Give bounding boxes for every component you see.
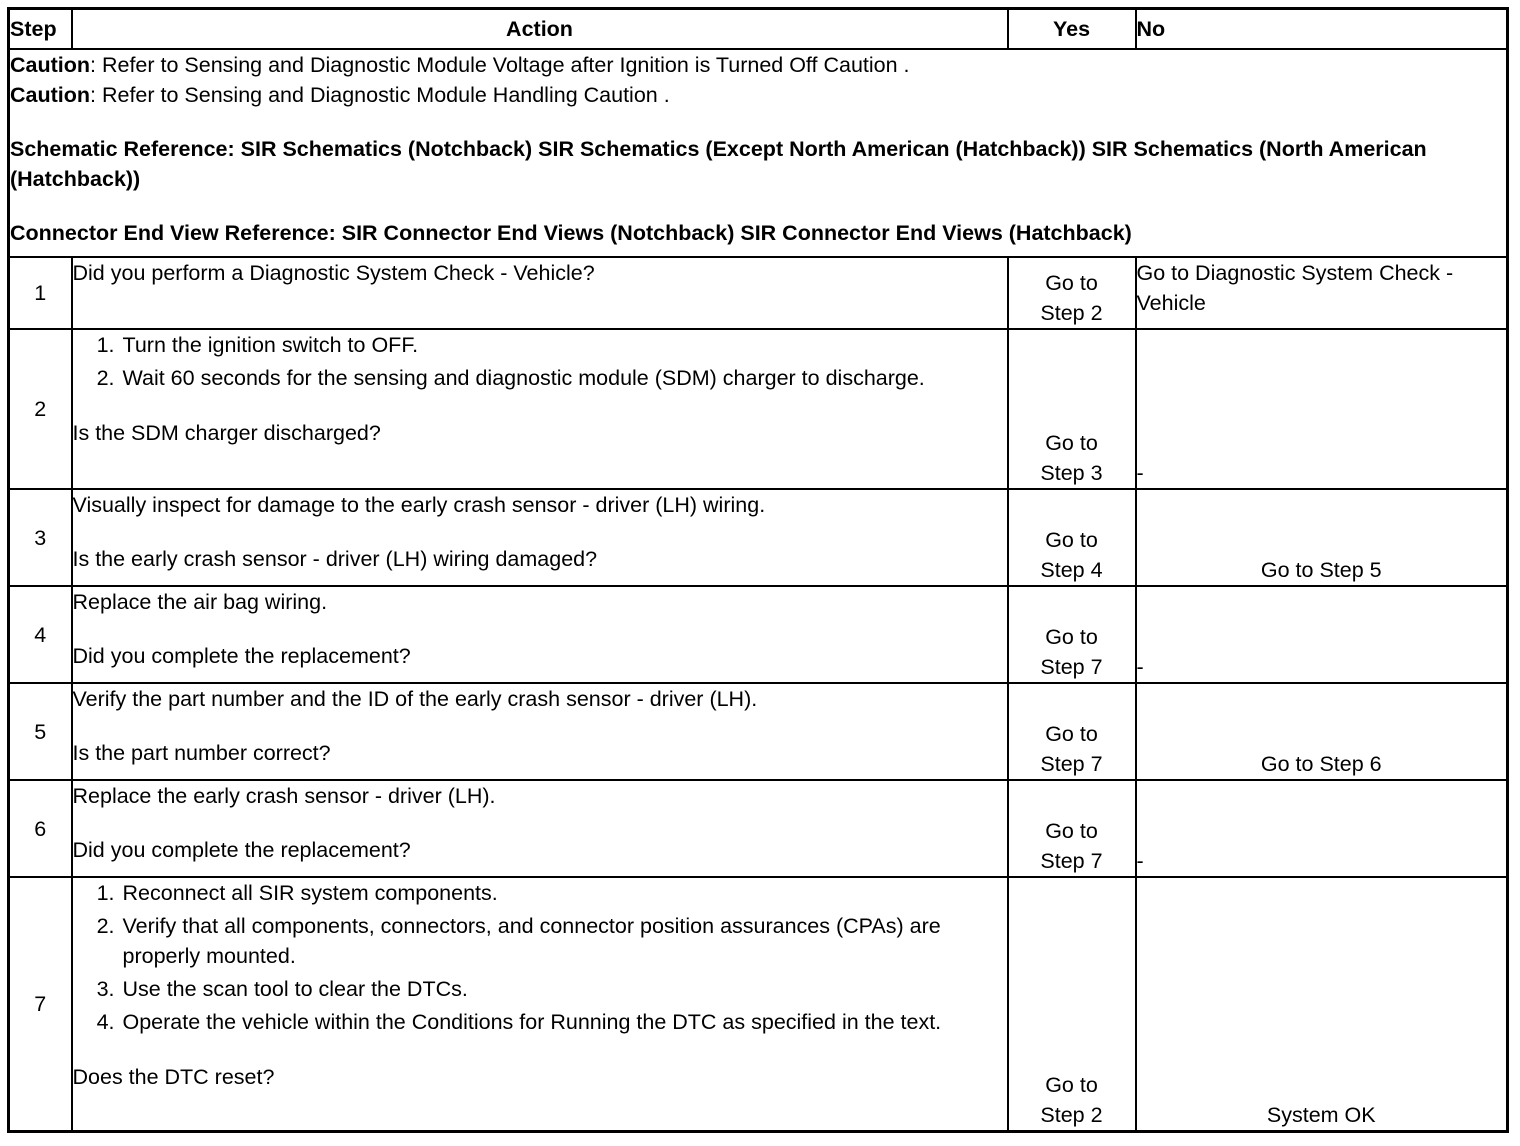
step-question: Is the early crash sensor - driver (LH) wiring damaged?: [72, 547, 598, 571]
yes-result: Go to Step 3: [1008, 329, 1136, 489]
step-row-2: [9, 329, 1508, 489]
no-result: -: [1136, 329, 1508, 489]
step-instruction: Visually inspect for damage to the early crash sensor - driver (LH) wiring.: [72, 493, 766, 517]
caution-2: Caution: Refer to Sensing and Diagnostic Module Handling Caution .: [10, 83, 670, 107]
step-instruction: Replace the early crash sensor - driver (LH).: [72, 784, 496, 808]
instruction-item: 1. Reconnect all SIR system components.: [121, 878, 1007, 908]
yes-result: Go to Step 2: [1008, 877, 1136, 1131]
step-action: [72, 683, 1008, 780]
instruction-item: 2. Wait 60 seconds for the sensing and diagnostic module (SDM) charger to discharge.: [121, 363, 1007, 393]
step-question: Did you complete the replacement?: [72, 644, 411, 668]
no-result: Go to Step 6: [1136, 683, 1508, 780]
step-number: 5: [9, 683, 72, 780]
step-instruction: Replace the air bag wiring.: [72, 590, 328, 614]
step-row-6: [9, 780, 1508, 877]
instruction-item: 3. Use the scan tool to clear the DTCs.: [121, 974, 1007, 1004]
diagnostic-table: [7, 7, 1509, 1133]
step-action: [72, 586, 1008, 683]
step-row-7: [9, 877, 1508, 1131]
caution-1: Caution: Refer to Sensing and Diagnostic Module Voltage after Ignition is Turned Off Caution .: [10, 53, 910, 77]
yes-result: Go to Step 2: [1008, 257, 1136, 329]
instruction-item: 2. Verify that all components, connectors, and connector position assurances (CPAs) are properly mounted.: [121, 911, 1007, 971]
step-row-1: [9, 257, 1508, 329]
schematic-reference: Schematic Reference: SIR Schematics (Notchback) SIR Schematics (Except North American (Hatchback)) SIR Schematics (North American (Hatchback)): [10, 137, 1427, 191]
step-question: Is the SDM charger discharged?: [72, 421, 381, 445]
step-instruction: Verify the part number and the ID of the early crash sensor - driver (LH).: [72, 687, 758, 711]
header-action: Action: [72, 9, 1008, 50]
yes-result: Go to Step 7: [1008, 780, 1136, 877]
no-result: System OK: [1136, 877, 1508, 1131]
step-question: Does the DTC reset?: [72, 1065, 275, 1089]
instruction-item: 4. Operate the vehicle within the Conditions for Running the DTC as specified in the text.: [121, 1007, 1007, 1037]
step-row-5: [9, 683, 1508, 780]
header-step: Step: [9, 9, 72, 50]
yes-result: Go to Step 7: [1008, 683, 1136, 780]
no-result: -: [1136, 780, 1508, 877]
step-number: 7: [9, 877, 72, 1131]
yes-result: Go to Step 4: [1008, 489, 1136, 586]
step-number: 2: [9, 329, 72, 489]
step-action: [72, 489, 1008, 586]
no-result: Go to Step 5: [1136, 489, 1508, 586]
step-row-4: [9, 586, 1508, 683]
step-row-3: [9, 489, 1508, 586]
no-result: -: [1136, 586, 1508, 683]
step-number: 6: [9, 780, 72, 877]
header-no: No: [1136, 9, 1508, 50]
step-number: 4: [9, 586, 72, 683]
connector-reference: Connector End View Reference: SIR Connector End Views (Notchback) SIR Connector End Views (Hatchback): [10, 221, 1132, 245]
step-instructions: [73, 878, 1007, 1037]
no-result: Go to Diagnostic System Check - Vehicle: [1136, 257, 1508, 329]
step-number: 3: [9, 489, 72, 586]
step-action: [72, 780, 1008, 877]
step-action: [72, 877, 1008, 1131]
instruction-item: 1. Turn the ignition switch to OFF.: [121, 330, 1007, 360]
header-yes: Yes: [1008, 9, 1136, 50]
step-question: Did you complete the replacement?: [72, 838, 411, 862]
step-instructions: [73, 330, 1007, 393]
step-number: 1: [9, 257, 72, 329]
step-action: [72, 329, 1008, 489]
step-action: Did you perform a Diagnostic System Check - Vehicle?: [72, 257, 1008, 329]
yes-result: Go to Step 7: [1008, 586, 1136, 683]
info-row: [9, 49, 1508, 257]
info-cell: [9, 49, 1508, 257]
header-row: [9, 9, 1508, 50]
step-question: Is the part number correct?: [72, 741, 331, 765]
